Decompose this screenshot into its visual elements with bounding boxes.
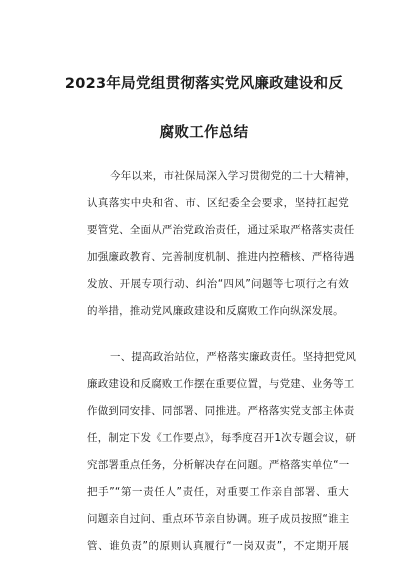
paragraph-line: 任，制定下发《工作要点》，每季度召开1次专题会议，研	[87, 432, 357, 444]
paragraph-line: 一、提高政治站位，严格落实廉政责任。坚持把党风	[110, 351, 357, 363]
document-title-line-1: 2023年局党组贯彻落实党风廉政建设和反	[64, 76, 344, 92]
paragraph-line: 把手”“第一责任人”责任，对重要工作亲自部署、重大	[87, 486, 349, 498]
paragraph-line: 今年以来，市社保局深入学习贯彻党的二十大精神，	[110, 170, 357, 182]
paragraph-line: 加强廉政教育、完善制度机制、推进内控稽核、严格待遇	[87, 251, 355, 263]
paragraph-line: 的举措，推动党风廉政建设和反腐败工作向纵深发展。	[87, 305, 344, 317]
paragraph-line: 廉政建设和反腐败工作摆在重要位置，与党建、业务等工	[87, 378, 355, 390]
paragraph-line: 作做到同安排、同部署、同推进。严格落实党支部主体责	[87, 405, 355, 417]
paragraph-line: 认真落实中央和省、市、区纪委全会要求，坚持扛起党	[87, 197, 349, 209]
paragraph-line: 发放、开展专项行动、纠治“四风”问题等七项行之有效	[87, 278, 349, 290]
paragraph-line: 管、谁负责”的原则认真履行“一岗双责”，不定期开展	[87, 540, 349, 552]
document-title-line-2: 腐败工作总结	[159, 125, 249, 141]
paragraph-line: 要管党、全面从严治党政治责任，通过采取严格落实责任	[87, 224, 355, 236]
paragraph-line: 究部署重点任务，分析解决存在问题。严格落实单位“一	[87, 459, 350, 471]
paragraph-line: 问题亲自过问、重点环节亲自协调。班子成员按照“谁主	[87, 513, 350, 525]
